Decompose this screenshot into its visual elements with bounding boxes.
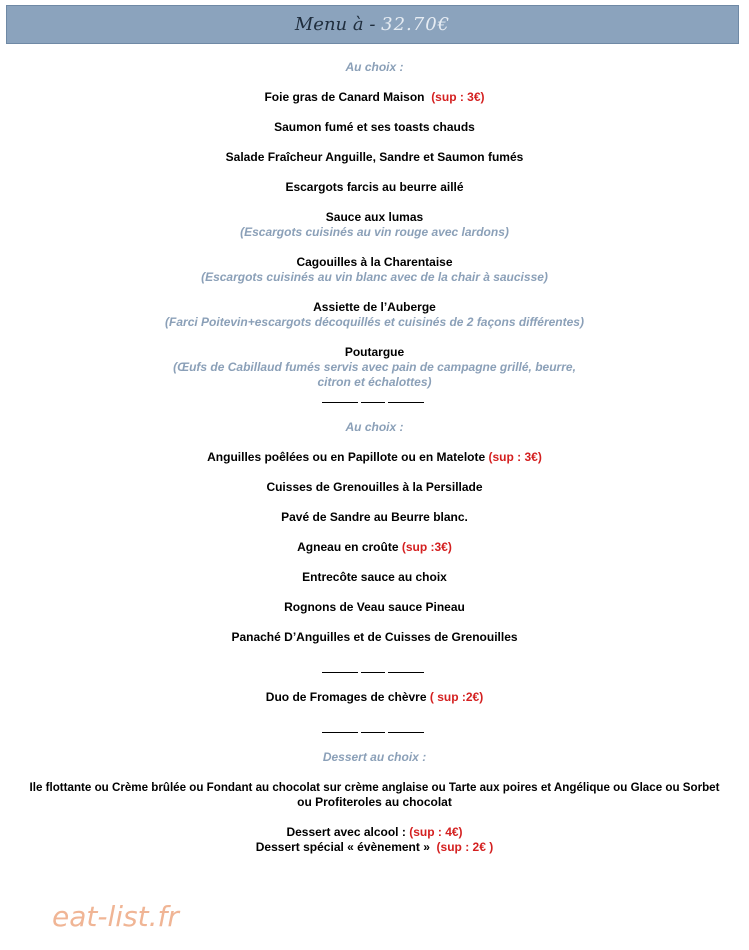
menu-item: Cuisses de Grenouilles à la Persillade bbox=[266, 480, 483, 494]
item-name: Dessert avec alcool : bbox=[286, 825, 406, 839]
item-name: Foie gras de Canard Maison bbox=[264, 90, 425, 104]
dessert-choice-label: Dessert au choix : bbox=[322, 750, 427, 764]
menu-price: 32.70€ bbox=[381, 14, 451, 35]
item-description: (Escargots cuisinés au vin rouge avec lardons) bbox=[240, 225, 509, 239]
item-name: Agneau en croûte bbox=[297, 540, 399, 554]
item-name: Duo de Fromages de chèvre bbox=[265, 690, 427, 704]
menu-item bbox=[0, 90, 749, 105]
section1-choice-label: Au choix : bbox=[345, 60, 404, 74]
menu-item: Escargots farcis au beurre aillé bbox=[285, 180, 464, 194]
item-description: (Escargots cuisinés au vin blanc avec de la chair à saucisse) bbox=[201, 270, 548, 284]
menu-item bbox=[0, 450, 749, 465]
menu-header bbox=[6, 5, 739, 44]
menu-title: Menu à - bbox=[294, 14, 376, 35]
item-description: (Œufs de Cabillaud fumés servis avec pain de campagne grillé, beurre, bbox=[173, 360, 576, 374]
separator bbox=[0, 720, 749, 735]
item-description: citron et échalottes) bbox=[317, 375, 432, 389]
menu-item: Rognons de Veau sauce Pineau bbox=[284, 600, 465, 614]
menu-item bbox=[0, 690, 749, 705]
menu-item: Panaché D’Anguilles et de Cuisses de Grenouilles bbox=[231, 630, 518, 644]
item-description: (Farci Poitevin+escargots décoquillés et cuisinés de 2 façons différentes) bbox=[165, 315, 584, 329]
menu-content bbox=[0, 60, 749, 855]
dessert-alcohol bbox=[0, 825, 749, 840]
menu-item bbox=[0, 540, 749, 555]
menu-item: Cagouilles à la Charentaise bbox=[296, 255, 453, 269]
item-supplement: (sup : 4€) bbox=[409, 825, 463, 839]
item-name: Anguilles poêlées ou en Papillote ou en Matelote bbox=[207, 450, 486, 464]
menu-item: Entrecôte sauce au choix bbox=[302, 570, 447, 584]
dessert-line: Ile flottante ou Crème brûlée ou Fondant au chocolat sur crème anglaise ou Tarte aux poires et Angélique ou Glace ou Sorbet bbox=[29, 781, 720, 794]
item-name: Dessert spécial « évènement » bbox=[255, 840, 430, 854]
item-supplement: (sup : 3€) bbox=[488, 450, 542, 464]
item-supplement: (sup :3€) bbox=[401, 540, 452, 554]
item-supplement: (sup : 2€ ) bbox=[436, 840, 494, 854]
item-supplement: ( sup :2€) bbox=[429, 690, 484, 704]
dessert-line: ou Profiteroles au chocolat bbox=[297, 795, 452, 809]
section2-choice-label: Au choix : bbox=[345, 420, 404, 434]
item-supplement: (sup : 3€) bbox=[431, 90, 485, 104]
menu-item: Saumon fumé et ses toasts chauds bbox=[274, 120, 475, 134]
menu-item: Salade Fraîcheur Anguille, Sandre et Saumon fumés bbox=[225, 150, 524, 164]
menu-item: Poutargue bbox=[344, 345, 405, 359]
watermark: eat-list.fr bbox=[52, 900, 179, 933]
separator bbox=[0, 660, 749, 675]
menu-item: Assiette de l’Auberge bbox=[313, 300, 436, 314]
dessert-special bbox=[0, 840, 749, 855]
separator bbox=[0, 390, 749, 405]
menu-item: Pavé de Sandre au Beurre blanc. bbox=[281, 510, 468, 524]
menu-item: Sauce aux lumas bbox=[325, 210, 424, 224]
